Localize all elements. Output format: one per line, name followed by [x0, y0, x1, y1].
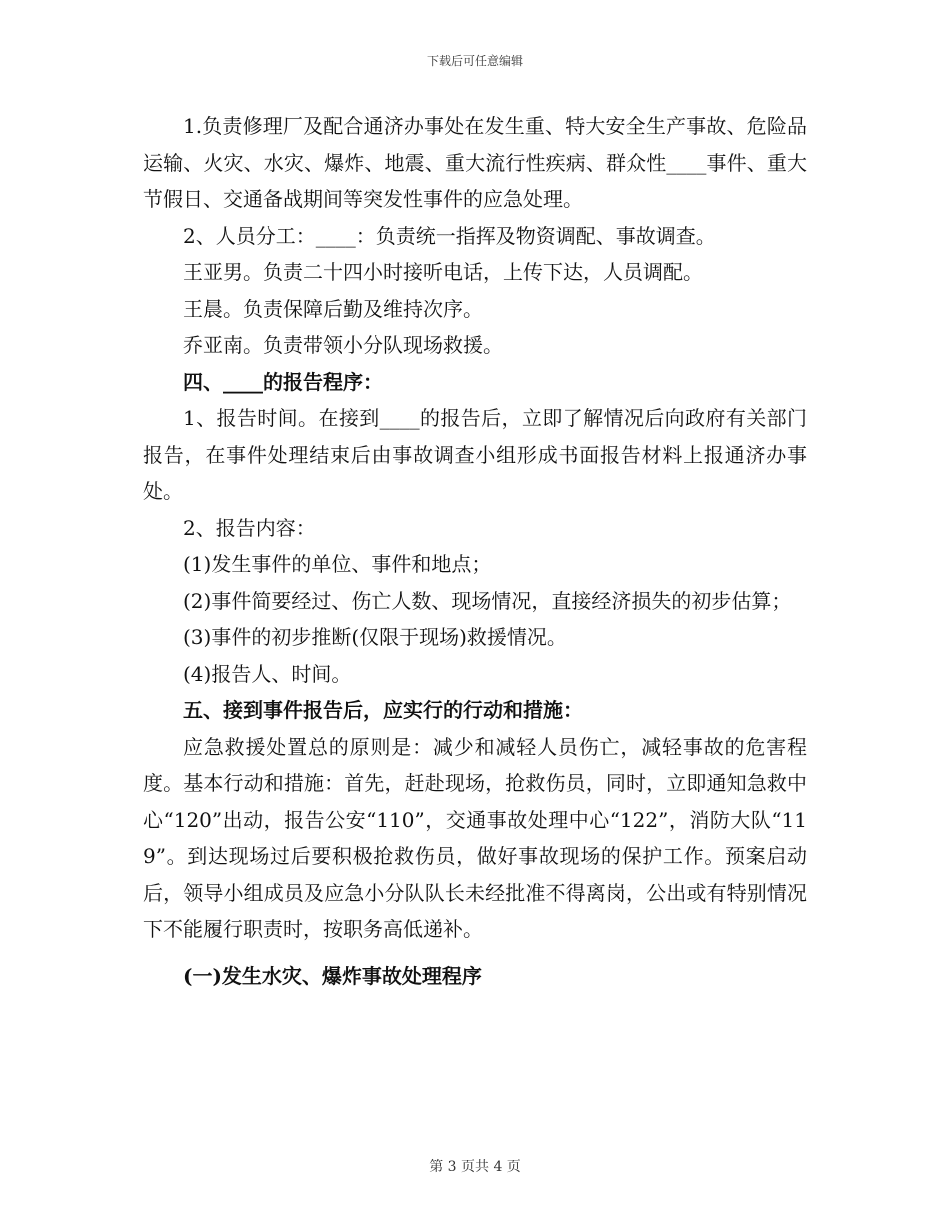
paragraph-responsibility-1: 1.负责修理厂及配合通济办事处在发生重、特大安全生产事故、危险品运输、火灾、水灾、爆炸、地震、重大流行性疾病、群众性____事件、重大节假日、交通备战期间等突发性事件的应急处理。 — [143, 114, 807, 211]
paragraph-staff-wang-chen: 王晨。负责保障后勤及维持次序。 — [183, 296, 483, 321]
paragraph-rescue-principles: 应急救援处置总的原则是：减少和减轻人员伤亡，减轻事故的危害程度。基本行动和措施：首先，赶赴现场，抢救伤员，同时，立即通知急救中心“120”出动，报告公安“110”，交通事故处理中心“122”，消防大队“119”。到达现场过后要积极抢救伤员，做好事故现场的保护工作。预案启动后，领导小组成员及应急小分队队长未经批准不得离岗，公出或有特别情况下不能履行职责时，按职务高低递补。 — [143, 734, 807, 941]
paragraph-staff-division: 2、人员分工：____：负责统一指挥及物资调配、事故调查。 — [183, 223, 716, 248]
paragraph-report-item-4: (4)报告人、时间。 — [183, 661, 352, 686]
page-header: 下载后可任意编辑 — [426, 54, 523, 68]
paragraph-report-item-1: (1)发生事件的单位、事件和地点； — [183, 552, 492, 576]
paragraph-report-item-3: (3)事件的初步推断(仅限于现场)救援情况。 — [183, 625, 567, 649]
paragraph-report-content: 2、报告内容： — [183, 515, 316, 540]
subsection-1-heading: (一)发生水灾、爆炸事故处理程序 — [183, 963, 482, 988]
paragraph-report-time: 1、报告时间。在接到____的报告后，立即了解情况后向政府有关部门报告，在事件处理结束后由事故调查小组形成书面报告材料上报通济办事处。 — [143, 406, 807, 503]
section-4-heading: 四、____的报告程序： — [183, 369, 383, 394]
paragraph-report-item-2: (2)事件简要经过、伤亡人数、现场情况，直接经济损失的初步估算； — [183, 588, 792, 613]
paragraph-staff-wang-yanan: 王亚男。负责二十四小时接听电话，上传下达，人员调配。 — [183, 260, 703, 284]
page-footer: 第 3 页共 4 页 — [429, 1159, 521, 1175]
document-body — [143, 108, 807, 994]
paragraph-staff-qiao-yanan: 乔亚南。负责带领小分队现场救援。 — [183, 333, 503, 357]
section-5-heading: 五、接到事件报告后，应实行的行动和措施： — [183, 698, 583, 722]
